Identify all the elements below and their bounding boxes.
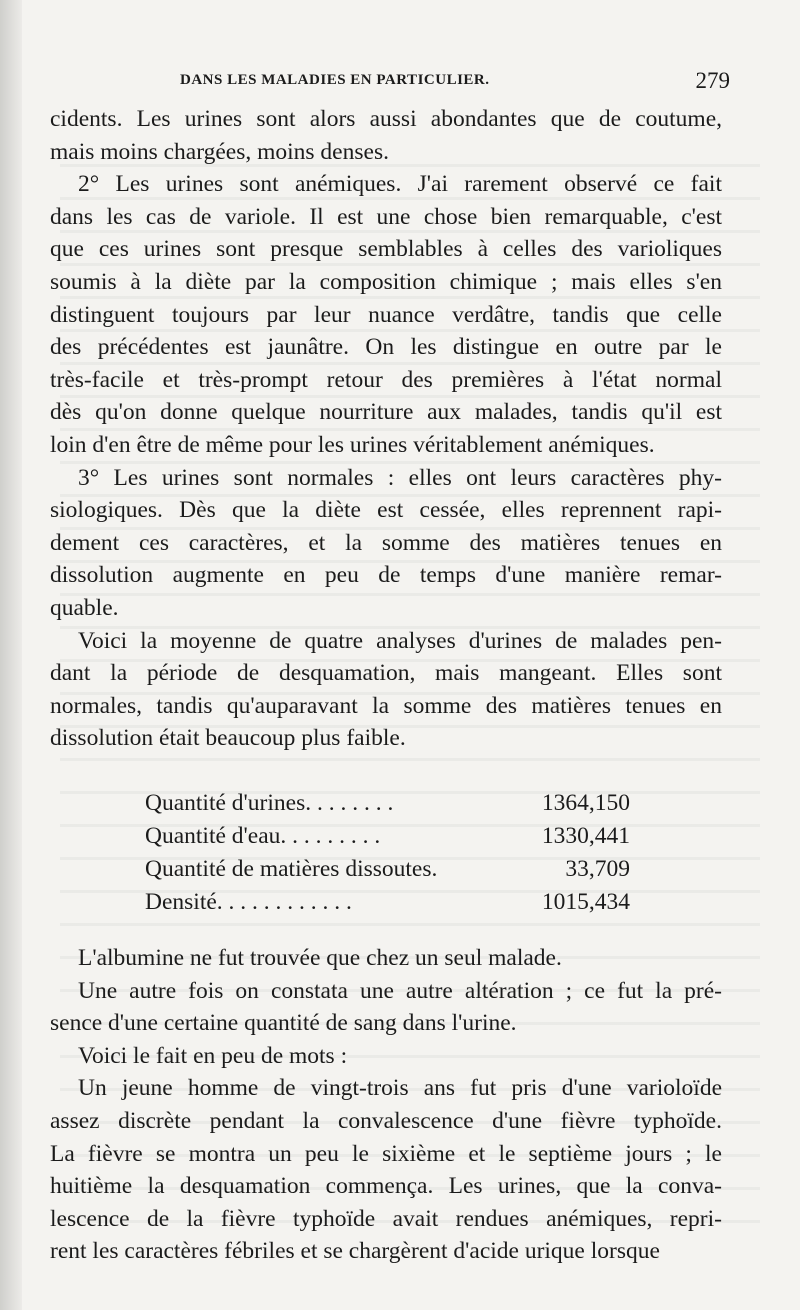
- text-line: dès qu'on donne quelque nourriture aux malades, tandis qu'il est: [50, 399, 722, 426]
- row-label: Densité. . . . . . . . . . . .: [145, 889, 352, 915]
- text-line: Une autre fois on constata une autre altération ; ce fut la pré-: [78, 977, 722, 1004]
- row-label: Quantité de matières dissoutes.: [145, 856, 438, 882]
- text-line: assez discrète pendant la convalescence d'une fièvre typhoïde.: [50, 1107, 722, 1134]
- text-line: rent les caractères fébriles et se chargèrent d'acide urique lorsque: [50, 1238, 660, 1265]
- text-line: soumis à la diète par la composition chimique ; mais elles s'en: [50, 268, 722, 295]
- paragraph: [50, 975, 722, 1040]
- table-row: [145, 856, 630, 889]
- row-value: 1015,434: [541, 889, 630, 915]
- text-line: loin d'en être de même pour les urines véritablement anémiques.: [50, 431, 655, 458]
- table-row: [145, 823, 630, 856]
- body-text-bottom: [50, 942, 722, 1268]
- table-row: [145, 790, 630, 823]
- text-line: des précédentes est jaunâtre. On les distingue en outre par le: [50, 334, 722, 361]
- row-label: Quantité d'eau. . . . . . . . .: [145, 823, 381, 849]
- text-line: que ces urines sont presque semblables à celles des varioliques: [50, 236, 722, 263]
- text-line: huitième la desquamation commença. Les urines, que la conva-: [50, 1173, 722, 1200]
- text-line: 2° Les urines sont anémiques. J'ai rarement observé ce fait: [78, 171, 722, 198]
- text-line: quable.: [50, 594, 119, 621]
- text-line: mais moins chargées, moins denses.: [50, 138, 389, 165]
- paragraph: [50, 462, 722, 625]
- paragraph: [50, 1040, 722, 1073]
- page-spine-shadow: [0, 0, 22, 1310]
- table-row: [145, 889, 630, 922]
- text-line: Un jeune homme de vingt-trois ans fut pris d'une varioloïde: [78, 1075, 722, 1102]
- page-number: 279: [695, 68, 730, 93]
- text-line: siologiques. Dès que la diète est cessée, elles reprennent rapi-: [50, 497, 722, 524]
- text-line: dant la période de desquamation, mais mangeant. Elles sont: [50, 660, 722, 687]
- text-line: normales, tandis qu'auparavant la somme des matières tenues en: [50, 692, 722, 719]
- text-line: Voici le fait en peu de mots :: [78, 1042, 348, 1069]
- text-line: Voici la moyenne de quatre analyses d'urines de malades pen-: [78, 627, 722, 654]
- page-header: [180, 62, 740, 98]
- paragraph: [50, 625, 722, 755]
- row-value: 33,709: [565, 856, 630, 882]
- text-line: lescence de la fièvre typhoïde avait rendues anémiques, repri-: [50, 1205, 722, 1232]
- paragraph: [50, 103, 722, 168]
- row-value: 1330,441: [541, 823, 630, 849]
- text-line: cidents. Les urines sont alors aussi abondantes que de coutume,: [50, 106, 722, 132]
- paragraph: [50, 1072, 722, 1268]
- text-line: distinguent toujours par leur nuance verdâtre, tandis que celle: [50, 301, 722, 328]
- paragraph: [50, 942, 722, 975]
- text-line: 3° Les urines sont normales : elles ont leurs caractères phy-: [78, 464, 722, 491]
- text-line: dans les cas de variole. Il est une chose bien remarquable, c'est: [50, 203, 722, 230]
- text-line: La fièvre se montra un peu le sixième et le septième jours ; le: [50, 1140, 722, 1167]
- text-line: dissolution était beaucoup plus faible.: [50, 725, 406, 752]
- text-line: très-facile et très-prompt retour des premières à l'état normal: [50, 366, 722, 393]
- text-line: sence d'une certaine quantité de sang dans l'urine.: [50, 1010, 517, 1037]
- paragraph: [50, 168, 722, 461]
- text-line: dement ces caractères, et la somme des matières tenues en: [50, 529, 722, 556]
- text-line: L'albumine ne fut trouvée que chez un seul malade.: [78, 945, 562, 971]
- running-title: DANS LES MALADIES EN PARTICULIER.: [180, 72, 490, 88]
- body-text-top: [50, 103, 722, 755]
- row-label: Quantité d'urines. . . . . . . .: [145, 790, 394, 816]
- row-value: 1364,150: [541, 790, 630, 816]
- text-line: dissolution augmente en peu de temps d'une manière remar-: [50, 562, 722, 589]
- analysis-table: [145, 790, 630, 922]
